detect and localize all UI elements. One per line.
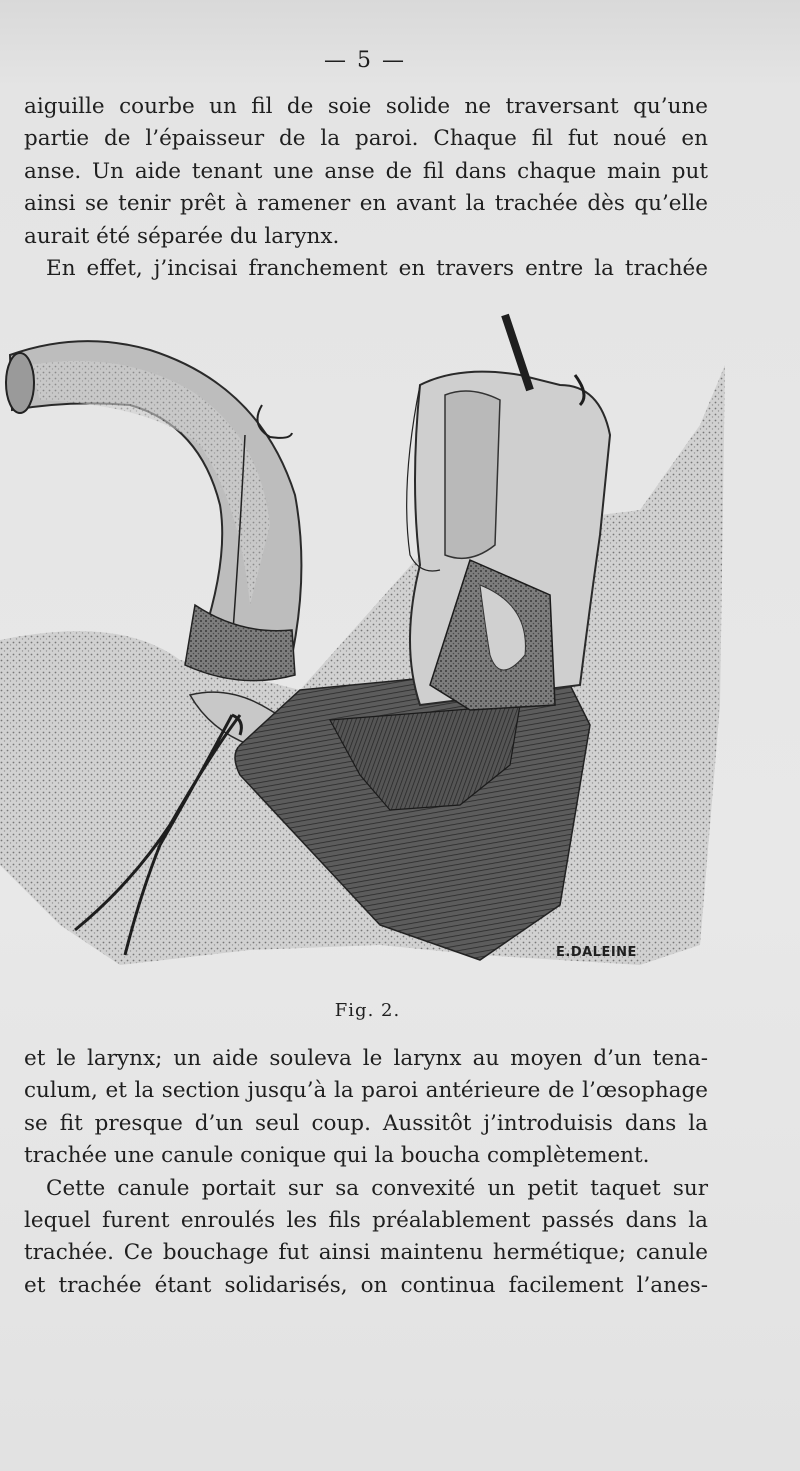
larynx-cartilage [445,391,500,558]
text-line: se fit presque d’un seul coup. Aussitôt j’introduisis dans la [24,1110,708,1136]
text-line: aurait été séparée du larynx. [24,223,340,249]
text-line: trachée une canule conique qui la boucha complètement. [24,1143,650,1169]
paragraph-bottom [24,1043,708,1302]
text-line: anse. Un aide tenant une anse de fil dans chaque main put [24,158,708,184]
illustrator-signature: E.DALEINE [556,945,637,960]
surgical-illustration [0,305,740,995]
text-line: et trachée étant solidarisés, on continua facilement l’anes- [24,1272,708,1298]
paragraph-top [24,91,708,285]
anatomical-figure [0,305,740,995]
text-line: aiguille courbe un fil de soie solide ne traversant qu’une [24,94,708,119]
text-line: En effet, j’incisai franchement en travers entre la trachée [46,256,708,282]
figure-caption: Fig. 2. [334,1000,401,1021]
text-line: et le larynx; un aide souleva le larynx au moyen d’un tena- [24,1046,708,1071]
text-line: Cette canule portait sur sa convexité un petit taquet sur [46,1175,708,1201]
text-line: partie de l’épaisseur de la paroi. Chaque fil fut noué en [24,126,708,152]
text-line: ainsi se tenir prêt à ramener en avant la trachée dès qu’elle [24,191,708,217]
text-line: culum, et la section jusqu’à la paroi antérieure de l’œsophage [24,1078,708,1104]
trachea-opening [6,353,34,413]
page-number: — 5 — [324,48,406,73]
text-line: trachée. Ce bouchage fut ainsi maintenu hermétique; canule [24,1240,708,1266]
text-line: lequel furent enroulés les fils préalablement passés dans la [24,1208,708,1234]
